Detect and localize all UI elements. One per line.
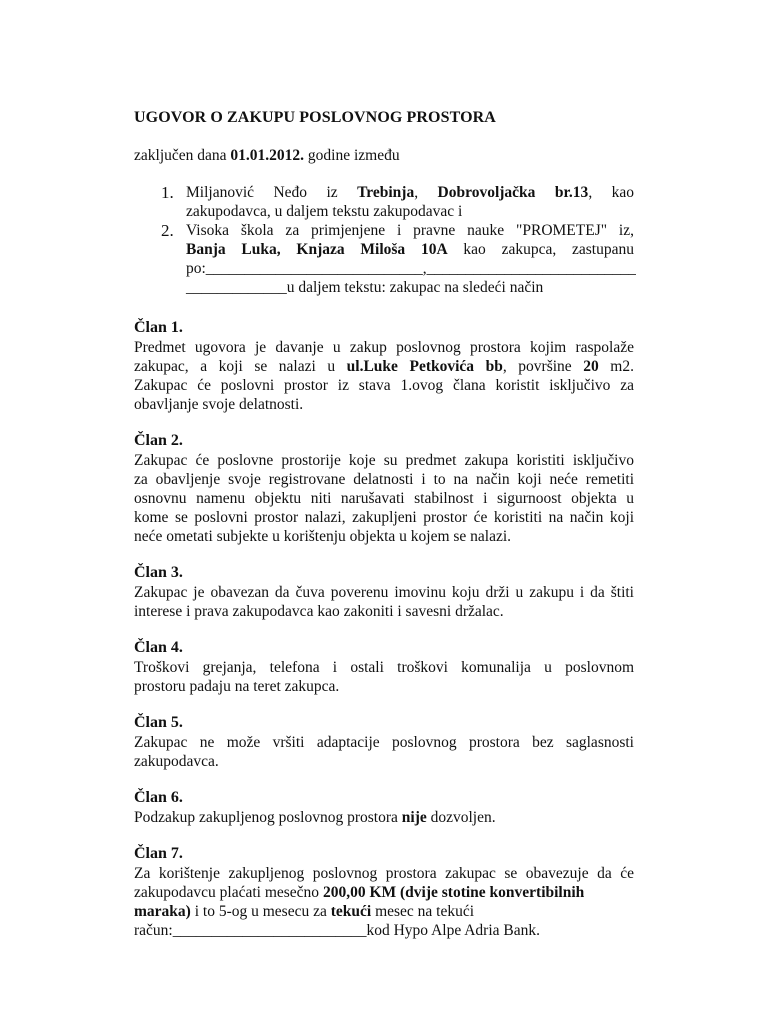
party-landlord — [134, 183, 634, 221]
list-number: 2. — [161, 221, 174, 240]
party-tenant — [134, 221, 634, 297]
article-1 — [134, 318, 634, 414]
article-line: Zakupac ne može vršiti adaptacije poslovnog prostora bez saglasnosti — [134, 734, 634, 751]
intro-prefix: zaključen dana — [134, 147, 231, 164]
party-line: zakupodavca, u daljem tekstu zakupodavac i — [186, 203, 463, 220]
article-heading: Član 3. — [134, 564, 183, 581]
party-line: _____________u daljem tekstu: zakupac na sledeći način — [186, 279, 544, 296]
party-line: Visoka škola za primjenjene i pravne nauke "PROMETEJ" iz, — [186, 222, 634, 239]
article-line: neće ometati subjekte u korištenju objekta u kojem se nalazi. — [134, 528, 512, 545]
article-line: interese i prava zakupodavca kao zakoniti i savesni držalac. — [134, 603, 504, 620]
article-line: osnovnu namenu objektu niti narušavati stabilnost i sigurnoost objekta u — [134, 490, 634, 507]
article-7 — [134, 844, 634, 940]
article-line: Zakupac je obavezan da čuva poverenu imovinu koju drži u zakupu i da štiti — [134, 584, 634, 601]
document-title: UGOVOR O ZAKUPU POSLOVNOG PROSTORA — [134, 109, 496, 126]
article-6 — [134, 788, 634, 827]
article-heading: Član 4. — [134, 639, 183, 656]
article-line: zakupac, a koji se nalazi u ul.Luke Petkovića bb, površine 20 m2. — [134, 358, 634, 375]
article-line: kome se poslovni prostor nalazi, zakupljeni prostor će koristiti na način koji — [134, 509, 634, 526]
intro-suffix: godine između — [304, 147, 400, 164]
article-heading: Član 7. — [134, 845, 183, 862]
article-line: za obavljenje svoje registrovane delatnosti i to na način koji neće remetiti — [134, 471, 634, 488]
article-line: obavljanje svoje delatnosti. — [134, 396, 304, 413]
party-line: po:____________________________,___________________________ — [186, 260, 636, 277]
article-line: Troškovi grejanja, telefona i ostali troškovi komunalija u poslovnom — [134, 659, 634, 676]
article-heading: Član 5. — [134, 714, 183, 731]
article-line: zakupodavca. — [134, 753, 219, 770]
contract-date-line — [134, 146, 400, 165]
article-4 — [134, 638, 634, 696]
article-5 — [134, 713, 634, 771]
article-line: Predmet ugovora je davanje u zakup poslovnog prostora kojim raspolaže — [134, 339, 634, 356]
article-line: Zakupac će poslovne prostorije koje su predmet zakupa koristiti isključivo — [134, 452, 634, 469]
party-line: Banja Luka, Knjaza Miloša 10A kao zakupca, zastupanu — [186, 241, 634, 258]
article-3 — [134, 563, 634, 621]
article-line: račun:_________________________kod Hypo Alpe Adria Bank. — [134, 922, 540, 939]
article-line: Za korištenje zakupljenog poslovnog prostora zakupac se obavezuje da će — [134, 865, 634, 882]
article-heading: Član 1. — [134, 319, 183, 336]
article-line: prostoru padaju na teret zakupca. — [134, 678, 340, 695]
article-2 — [134, 431, 634, 546]
contract-date: 01.01.2012. — [230, 147, 305, 164]
article-heading: Član 6. — [134, 789, 183, 806]
article-line: Zakupac će poslovni prostor iz stava 1.ovog člana koristit isključivo za — [134, 377, 634, 394]
article-line: zakupodavcu plaćati mesečno 200,00 KM (dvije stotine konvertibilnih — [134, 884, 585, 901]
article-heading: Član 2. — [134, 432, 183, 449]
parties-list — [134, 183, 634, 297]
party-line: Miljanović Neđo iz Trebinja, Dobrovoljačka br.13, kao — [186, 184, 634, 201]
list-number: 1. — [161, 183, 174, 202]
article-line: Podzakup zakupljenog poslovnog prostora nije dozvoljen. — [134, 809, 496, 826]
article-line: maraka) i to 5-og u mesecu za tekući mesec na tekući — [134, 903, 475, 920]
